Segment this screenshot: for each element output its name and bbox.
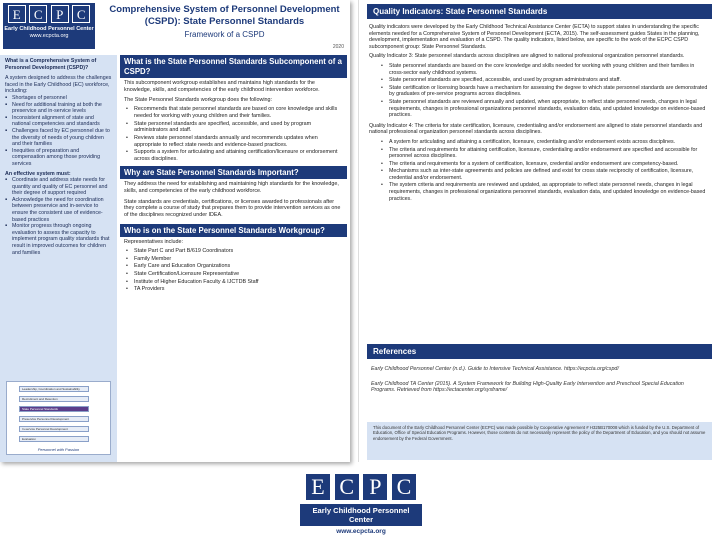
section-heading: Quality Indicators: State Personnel Standards bbox=[367, 4, 712, 19]
framework-step: Evaluation bbox=[19, 436, 89, 442]
framework-step: Preservice Personnel Development bbox=[19, 416, 89, 422]
logo-letter: E bbox=[8, 5, 26, 23]
list-item: • Early Care and Education Organizations bbox=[134, 263, 343, 270]
logo-letter: C bbox=[72, 5, 90, 23]
document-subtitle: Framework of a CSPD bbox=[184, 30, 265, 39]
section-intro: Representatives include: bbox=[124, 239, 184, 246]
references-list bbox=[371, 366, 709, 402]
list-item: • State certification or licensing boards have a mechanism for assessing the degree to which state personnel standards are demonstrated by graduates of pre-service programs across disciplines. bbox=[389, 85, 709, 98]
section-heading: References bbox=[367, 344, 712, 359]
logo-letter: C bbox=[29, 5, 47, 23]
list-item: • TA Providers bbox=[134, 286, 343, 293]
framework-step: Recruitment and Retention bbox=[19, 396, 89, 402]
list-item: ▪ Need for additional training at both the preservice and in-service levels bbox=[5, 102, 112, 115]
list-item: • Recommends that state personnel standards are based on core knowledge and skills needed for working with young children and their families. bbox=[134, 106, 343, 119]
section-paragraph: State standards are credentials, certifications, or licenses awarded to professionals after they complete a course of study that prepares them to provide intervention services as one of the disciplines recognized under IDEA. bbox=[124, 198, 341, 219]
section-heading: Who is on the State Personnel Standards Workgroup? bbox=[120, 224, 347, 238]
logo-org-name: Early Childhood Personnel Center bbox=[4, 26, 94, 32]
list-item: • Institute of Higher Education Faculty & IJCTDB Staff bbox=[134, 279, 343, 286]
logo-letter: P bbox=[51, 5, 69, 23]
document-year: 2020 bbox=[332, 44, 344, 50]
fact-sheet-page-left bbox=[0, 0, 350, 462]
sidebar-panel bbox=[0, 55, 117, 462]
sidebar-intro: A system designed to address the challenges faced in the Early Childhood (EC) workforce, including: bbox=[5, 75, 112, 95]
list-item: • State personnel standards are based on the core knowledge and skills needed for working with young children and their families in cross-sector early childhood systems. bbox=[389, 63, 709, 76]
figure-caption: Personnel with Passion bbox=[7, 447, 110, 454]
section-heading: What is the State Personnel Standards Subcomponent of a CSPD? bbox=[120, 55, 347, 78]
framework-step: In-service Personnel Development bbox=[19, 426, 89, 432]
cspd-framework-figure bbox=[6, 381, 111, 455]
ecpc-logo-large bbox=[300, 474, 422, 540]
framework-step-highlighted: State Personnel Standards bbox=[19, 406, 89, 412]
list-item: ▪ Monitor progress through ongoing evaluation to assess the capacity to implement program quality standards that result in improved outcomes for children and families bbox=[5, 223, 112, 256]
logo-letter: P bbox=[363, 474, 387, 500]
workgroup-members-list bbox=[120, 248, 347, 293]
reference-item: Early Childhood Personnel Center (n.d.). Guide to Intensive Technical Assistance. https://ecpcta.org/cspd/ bbox=[371, 366, 619, 372]
list-item: • The criteria and requirements for a system of certification, licensure, credential and/or endorsement are competency-based. bbox=[389, 161, 709, 168]
qi4-list bbox=[369, 139, 709, 202]
section-paragraph: This subcomponent workgroup establishes and maintains high standards for the knowledge, skills, and competencies of the early childhood intervention workforce. bbox=[124, 80, 320, 93]
list-item: ▪ Acknowledge the need for coordination between preservice and in-service to ensure the consistent use of evidence-based practices bbox=[5, 197, 112, 223]
fact-sheet-page-right bbox=[358, 0, 720, 462]
logo-url: www.ecpcta.org bbox=[29, 33, 69, 39]
sidebar-must-heading: An effective system must: bbox=[5, 170, 71, 177]
list-item: ▪ Shortages of personnel bbox=[5, 95, 112, 102]
framework-step: Leadership, Coordination and Sustainability bbox=[19, 386, 89, 392]
logo-letter: E bbox=[306, 474, 330, 500]
document-title: Comprehensive System of Personnel Development (CSPD): State Personnel Standards bbox=[109, 4, 340, 27]
logo-org-name: Early Childhood Personnel Center bbox=[300, 504, 422, 526]
list-item: • The criteria and requirements for attaining certification, licensure, credentialing and/or endorsement are specified and accessible for personnel across disciplines. bbox=[389, 147, 709, 160]
list-item: • The system criteria and requirements are reviewed and updated, as appropriate to reflect state personnel needs, changes in legal requirements, changes in professional organizations personnel standards, evaluation data, and updated knowledge on evidence-based practices. bbox=[389, 182, 709, 202]
qi3-list bbox=[369, 63, 709, 119]
list-item: ▪ Challenges faced by EC personnel due to the diversity of needs of young children and their families bbox=[5, 128, 112, 148]
workgroup-duties-list bbox=[120, 106, 347, 163]
list-item: ▪ Inconsistent alignment of state and national competencies and standards bbox=[5, 115, 112, 128]
quality-indicators-body bbox=[369, 24, 709, 206]
logo-letter: C bbox=[335, 474, 359, 500]
list-item: • Supports a system for articulating and attaining certification/licensure or endorsement across disciplines. bbox=[134, 149, 343, 162]
challenge-list bbox=[5, 95, 112, 168]
ecpc-logo bbox=[3, 3, 95, 49]
qi3-heading: Quality Indicator 3: State personnel standards across disciplines are aligned to national professional organization personnel standards. bbox=[369, 53, 685, 60]
list-item: • Reviews state personnel standards annually and recommends updates when appropriate to reflect state needs and evidence-based practices. bbox=[134, 135, 343, 148]
logo-letter: C bbox=[392, 474, 416, 500]
main-column bbox=[120, 55, 347, 462]
funding-footnote: This document of the Early Childhood Personnel Center (ECPC) was made possible by Cooperative Agreement # H325B170008 which is funded by the U.S. Department of Education, Office of Special Education Programs. However, those contents do not necessarily represent the policy of the Department of Education, and you should not assume endorsement by the Federal Government. bbox=[367, 422, 712, 460]
section-heading: Why are State Personnel Standards Important? bbox=[120, 166, 347, 180]
logo-url: www.ecpcta.org bbox=[336, 528, 386, 535]
list-item: • State personnel standards are specified, accessible, and used by program administrators and staff. bbox=[389, 77, 709, 84]
list-item: • State personnel standards are reviewed annually and updated, when appropriate, to reflect state personnel needs, changes in legal requirements, changes in professional organizations personnel standards, evaluation data, and updated knowledge on evidence-based practices. bbox=[389, 99, 709, 119]
list-item: • Mechanisms such as inter-state agreements and policies are defined and exist for cross state reciprocity of certification, licensure, credential and/or endorsement. bbox=[389, 168, 709, 181]
sidebar-heading: What is a Comprehensive System of Personnel Development (CSPD)? bbox=[5, 58, 97, 71]
page-header bbox=[0, 0, 350, 55]
section-paragraph: They address the need for establishing and maintaining high standards for the knowledge, skills, and competencies of the early childhood workforce. bbox=[124, 181, 339, 194]
list-item: • State Certification/Licensure Representative bbox=[134, 271, 343, 278]
qi4-heading: Quality Indicator 4: The criteria for state certification, licensure, credentialing and/or endorsement are aligned to state personnel standards and national professional organization personnel standards across disciplines. bbox=[369, 122, 703, 136]
list-item: ▪ Inequities of preparation and compensation among those providing services bbox=[5, 148, 112, 168]
list-item: • State personnel standards are specified, accessible, and used by program administrators and staff. bbox=[134, 121, 343, 134]
list-item: • State Part C and Part B/619 Coordinators bbox=[134, 248, 343, 255]
list-item: ▪ Coordinate and address state needs for quantity and quality of EC personnel and their degree of support required bbox=[5, 177, 112, 197]
section-paragraph: The State Personnel Standards workgroup does the following: bbox=[124, 97, 273, 104]
list-item: • A system for articulating and attaining a certification, licensure, credentialing and/or endorsement exists across disciplines. bbox=[389, 139, 709, 146]
qi-intro: Quality indicators were developed by the Early Childhood Technical Assistance Center (ECTA) to support states in understanding the specific elements needed for a Comprehensive System of Personnel Development (ECTA, 2015). The self-assessment guides States in the planning, development, implementation and evaluation of a CSPD. The quality indicators, listed below, are specific to the work of the ECPC CSPD subcomponent group: State Personnel Standards. bbox=[369, 24, 700, 50]
must-list bbox=[5, 177, 112, 256]
reference-item: Early Childhood TA Center (2015). A System Framework for Building High-Quality Early Intervention and Preschool Special Education Programs. Retrieved from https://ectacenter.org/sysframe/ bbox=[371, 380, 684, 394]
list-item: • Family Member bbox=[134, 256, 343, 263]
